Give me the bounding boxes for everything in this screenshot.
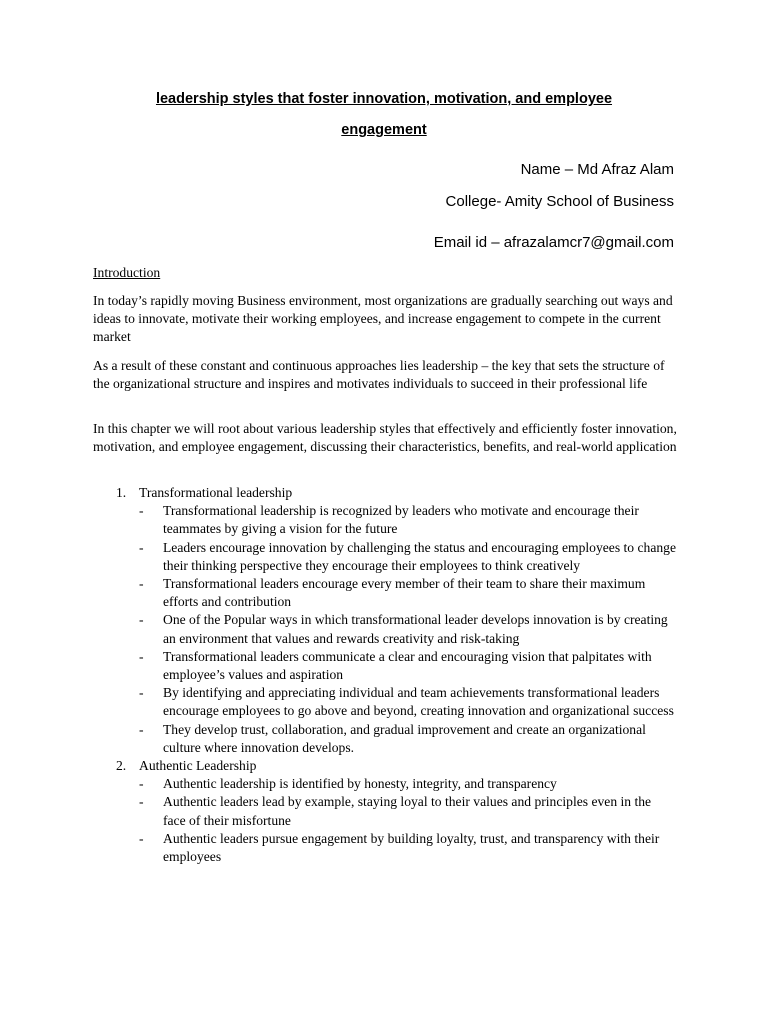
list-item	[93, 502, 677, 538]
list-item	[93, 575, 677, 611]
dash-marker: -	[139, 576, 144, 592]
bullet-text: Authentic leaders lead by example, staying loyal to their values and principles even in the face of their misfortune	[163, 794, 652, 828]
intro-paragraph-3: In this chapter we will root about various leadership styles that effectively and efficiently foster innovation, motivation, and employee engagement, discussing their characteristics, benefits, and real-world application	[93, 421, 677, 455]
list-item-section	[93, 484, 677, 757]
document-title-line-1: leadership styles that foster innovation, motivation, and employee	[155, 91, 613, 107]
document-title-line-2: engagement	[341, 122, 427, 138]
bullet-text: They develop trust, collaboration, and gradual improvement and create an organizational culture where innovation develops.	[163, 721, 646, 755]
dash-marker: -	[139, 830, 144, 846]
introduction-heading: Introduction	[93, 265, 161, 280]
intro-paragraph-1: In today’s rapidly moving Business environment, most organizations are gradually searching out ways and ideas to innovate, motivate their working employees, and increase engagement to compete in the current market	[93, 293, 673, 345]
bullet-list	[93, 502, 677, 757]
bullet-text: Transformational leaders encourage every member of their team to share their maximum efforts and contribution	[163, 576, 646, 610]
dash-marker: -	[139, 685, 144, 701]
bullet-list	[93, 775, 677, 866]
dash-marker: -	[139, 539, 144, 555]
dash-marker: -	[139, 776, 144, 792]
leadership-styles-list	[93, 484, 677, 866]
list-item	[93, 611, 677, 647]
dash-marker: -	[139, 794, 144, 810]
bullet-text: Transformational leaders communicate a clear and encouraging vision that palpitates with employee’s values and aspiration	[163, 648, 652, 683]
bullet-text: Leaders encourage innovation by challenging the status and encouraging employees to change their thinking perspective they encourage their employees to think creatively	[163, 539, 676, 573]
list-item	[93, 539, 677, 575]
section-number: 1.	[116, 485, 127, 500]
bullet-text: One of the Popular ways in which transformational leader develops innovation is by creating an environment that values and rewards creativity and risk-taking	[163, 612, 668, 646]
list-item	[93, 775, 677, 793]
bullet-text: By identifying and appreciating individual and team achievements transformational leaders encourage employees to go above and beyond, creating innovation and organizational success	[163, 685, 674, 719]
list-item	[93, 793, 677, 829]
bullet-text: Authentic leaders pursue engagement by building loyalty, trust, and transparency with their employees	[163, 830, 660, 865]
bullet-text: Transformational leadership is recognized by leaders who motivate and encourage their teammates by giving a vision for the future	[163, 503, 639, 537]
dash-marker: -	[139, 648, 144, 664]
intro-paragraph-2: As a result of these constant and continuous approaches lies leadership – the key that sets the structure of the organizational structure and inspires and motivates individuals to succeed in their professional life	[93, 358, 665, 392]
author-email: Email id – afrazalamcr7@gmail.com	[433, 234, 674, 251]
dash-marker: -	[139, 503, 144, 519]
author-college: College- Amity School of Business	[445, 193, 674, 210]
author-name: Name – Md Afraz Alam	[520, 161, 674, 178]
list-item-section	[93, 757, 677, 866]
section-title: Authentic Leadership	[139, 758, 257, 774]
section-heading	[93, 484, 677, 502]
list-item	[93, 830, 677, 866]
section-title: Transformational leadership	[139, 485, 293, 500]
list-item	[93, 684, 677, 720]
dash-marker: -	[139, 721, 144, 737]
bullet-text: Authentic leadership is identified by honesty, integrity, and transparency	[163, 776, 557, 792]
dash-marker: -	[139, 612, 144, 628]
section-number: 2.	[116, 758, 127, 774]
list-item	[93, 648, 677, 684]
section-heading	[93, 757, 677, 775]
list-item	[93, 721, 677, 757]
